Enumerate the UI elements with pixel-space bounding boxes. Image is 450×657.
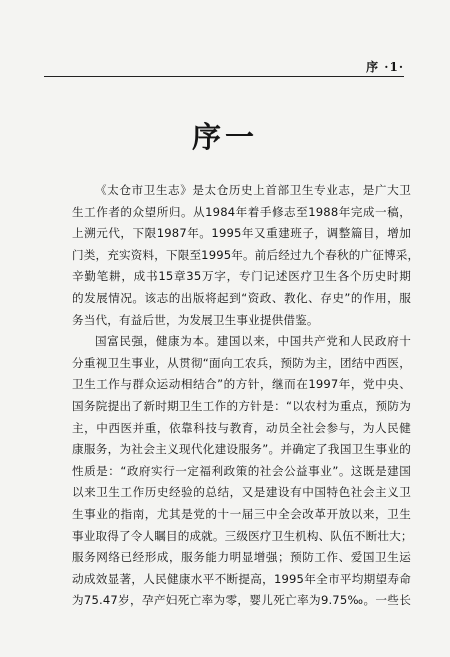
paragraph-2-line: 国务院提出了新时期卫生工作的方针是：“以农村为重点，预防为 xyxy=(72,398,411,413)
paragraph-1-line: 的发展情况。该志的出版将起到“资政、教化、存史”的作用，服 xyxy=(72,290,411,305)
paragraph-1-line: 上溯元代，下限1987年。1995年又重建班子，调整篇目，增加 xyxy=(72,226,411,241)
paragraph-1-line: 辛勤笔耕，成书15章35万字，专门记述医疗卫生各个历史时期 xyxy=(72,269,411,284)
paragraph-2-line: 事业取得了令人瞩目的成就。三级医疗卫生机构、队伍不断壮大； xyxy=(72,528,413,543)
paragraph-2-line: 分重视卫生事业，从贯彻“面向工农兵，预防为主，团结中西医， xyxy=(72,355,411,370)
paragraph-2-line: 卫生工作与群众运动相结合”的方针，继而在1997年，党中央、 xyxy=(72,377,411,392)
paragraph-2-line: 服务网络已经形成，服务能力明显增强；预防工作、爱国卫生运 xyxy=(72,550,411,565)
body-text xyxy=(72,180,420,612)
paragraph-2-line: 国富民强，健康为本。建国以来，中国共产党和人民政府十 xyxy=(95,334,411,349)
paragraph-1-line: 务当代，有益后世，为发展卫生事业提供借鉴。 xyxy=(72,312,319,327)
paragraph-2-line: 主，中西医并重，依靠科技与教育，动员全社会参与，为人民健 xyxy=(72,420,411,435)
running-header xyxy=(44,58,404,77)
paragraph-2-line: 康服务，为社会主义现代化建设服务”。并确定了我国卫生事业的 xyxy=(72,442,411,457)
paragraph-2-line: 为75.47岁，孕产妇死亡率为零，婴儿死亡率为9.75‰。一些长 xyxy=(72,593,411,608)
paragraph-1-line: 门类，充实资料，下限至1995年。前后经过九个春秋的广征博采， xyxy=(72,247,420,262)
paragraph-2-line: 性质是：“政府实行一定福利政策的社会公益事业”。这既是建国 xyxy=(72,463,411,478)
paragraph-2-line: 动成效显著，人民健康水平不断提高，1995年全市平均期望寿命 xyxy=(72,571,411,586)
paragraph-2-line: 生事业的指南，尤其是党的十一届三中全会改革开放以来，卫生 xyxy=(72,506,411,521)
paragraph-1-line: 《太仓市卫生志》是太仓历史上首部卫生专业志，是广大卫 xyxy=(95,183,411,197)
paragraph-1-line: 生工作者的众望所归。从1984年着手修志至1988年完成一稿， xyxy=(72,204,411,219)
page-number-header: 序 ·1· xyxy=(366,60,404,74)
section-title: 序一 xyxy=(191,120,258,154)
paragraph-2-line: 以来卫生工作历史经验的总结，又是建设有中国特色社会主义卫 xyxy=(72,485,411,500)
